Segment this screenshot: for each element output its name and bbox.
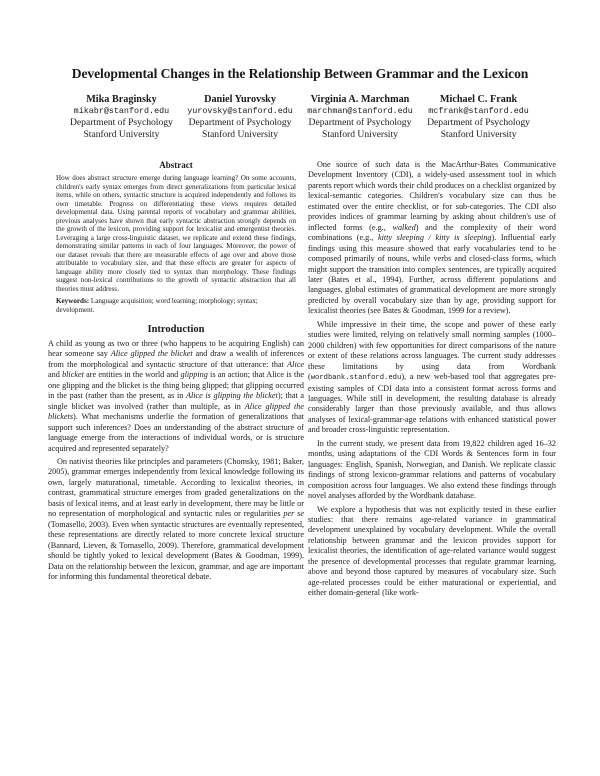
right-column: [308, 160, 556, 602]
author-list: [70, 94, 530, 140]
author-name: Daniel Yurovsky: [204, 94, 276, 105]
author-department: Department of Psychology: [188, 117, 292, 129]
intro-paragraph-1: A child as young as two or three (who happens to be acquiring English) can hear someone say Alice glipped the blicket and draw a wealth of inferences from the morphological and syntactic structure of that utterance: that Alice and blicket are entities in the world and glipping is an action; that Alice is the one glipping and the blicket is the thing being glipped; that glipping occurred in the past (rather than the present, as in Alice is glipping the blicket); that a single blicket was involved (rather than multiple, as in Alice glipped the blickets). What mechanisms underlie the formation of generalizations that support such inferences? Does an understanding of the abstract structure of language emerge from the interactions of individual words, or is structure acquired and represented separately?: [48, 339, 305, 453]
author-department: Department of Psychology: [308, 117, 412, 129]
keywords-text: Language acquisition; word learning; morphology; syntax; development.: [56, 297, 258, 314]
keywords-label: Keywords:: [56, 297, 90, 305]
abstract-text: How does abstract structure emerge during language learning? On some accounts, children's early syntax emerges from direct generalizations from particular lexical items, while on others, syntactic structure is acquired independently and follows its own timetable. Progress on differentiating these views requires detailed developmental data. Using parental reports of vocabulary and grammar abilities, previous analyses have shown that early syntactic abstraction strongly depends on the growth of the lexicon, providing support for lexicalist and emergentist theories. Leveraging a large cross-linguistic dataset, we replicate and extend these findings, demonstrating similar patterns in each of four languages. Moreover, the power of our dataset reveals that there are measurable effects of age over and above those attributable to vocabulary size, and that these effects are greater for aspects of language ability more closely tied to syntax than morphology. These findings suggest non-lexical contributions to the growth of syntactic abstraction that all theories must address.: [56, 174, 296, 293]
paper-title: Developmental Changes in the Relationship Between Grammar and the Lexicon: [71, 66, 529, 81]
author-email: mikabr@stanford.edu: [73, 105, 170, 116]
right-paragraph-1: One source of such data is the MacArthur-Bates Communicative Development Inventory (CDI), a widely-used assessment tool in which parents report which words their child produces on a checklist organized by lexical-semantic categories. Children's vocabulary size can thus be estimated over the entire checklist, or for sub-categories. The CDI also provides indices of grammar learning by asking about children's use of inflected forms (e.g., walked) and the complexity of their word combinations (e.g., kitty sleeping / kitty is sleeping). Influential early findings using this measure showed that early vocabularies tend to be composed primarily of nouns, while verbs and closed-class forms, which might support the transition into complex sentences, are typically acquired later (Bates et al., 1994). Further, across different populations and languages, global estimates of grammatical development are more strongly predicted by overall vocabulary size than by age, providing support for lexicalist theories (see Bates & Goodman, 1999 for a review).: [308, 160, 556, 316]
author-university: Stanford University: [440, 128, 517, 140]
author-block: [427, 94, 530, 140]
left-column: [48, 160, 304, 585]
author-email: mcfrank@stanford.edu: [428, 105, 529, 116]
author-email: marchman@stanford.edu: [307, 105, 413, 116]
author-block: [307, 94, 413, 140]
wordbank-url: wordbank.stanford.edu: [310, 374, 402, 383]
author-department: Department of Psychology: [427, 117, 530, 129]
intro-paragraph-2: On nativist theories like principles and parameters (Chomsky, 1981; Baker, 2005), grammar emerges independently from lexical knowledge following its own, largely maturational, timetable. According to lexicalist theories, in contrast, grammatical structure emerges from graded generalizations on the basis of lexical items, and at least early in development, there may be little or no representation of morphological and syntactic rules or regularities per se (Tomasello, 2003). Even when syntactic structures are eventually represented, these representations are directly related to more concrete lexical structure (Bannard, Lieven, & Tomasello, 2009). Therefore, grammatical development should be tightly yoked to lexical development (Bates & Goodman, 1999). Data on the relationship between the lexicon, grammar, and age are important for informing this fundamental theoretical debate.: [48, 456, 305, 581]
author-email: yurovsky@stanford.edu: [187, 105, 293, 116]
author-block: [70, 94, 173, 140]
author-university: Stanford University: [202, 128, 278, 140]
author-name: Mika Braginsky: [86, 94, 157, 105]
keywords: [56, 297, 296, 314]
author-block: [187, 94, 293, 140]
author-university: Stanford University: [321, 128, 398, 140]
introduction-heading: Introduction: [147, 324, 205, 335]
right-paragraph-2: While impressive in their time, the scope and power of these early studies were limited, relying on relatively small norming samples (1000–2000 children) with few opportunities for direct comparisons of the nature or extent of these relations across languages. The current study addresses these limitations by using data from Wordbank (wordbank.stanford.edu), a new web-based tool that aggregates pre-existing samples of CDI data into a consistent format across forms and languages. While still in development, the resulting database is already considerably larger than those previously available, and thus allows analyses of lexical-grammar-age relations with enhanced statistical power and broader cross-linguistic representation.: [308, 319, 556, 435]
author-university: Stanford University: [83, 128, 160, 140]
right-paragraph-4: We explore a hypothesis that was not explicitly tested in these earlier studies: that there remains age-related variance in grammatical development unexplained by vocabulary development. While the overall relationship between grammar and the lexicon provides support for lexicalist theories, the identification of age-related variance would suggest the presence of developmental processes that regulate grammar learning, above and beyond those captured by measures of vocabulary size. Such age-related processes could be either maturational or experiential, and either domain-general (like work-: [308, 504, 556, 598]
abstract-heading: Abstract: [159, 160, 193, 170]
author-name: Virginia A. Marchman: [310, 94, 410, 105]
author-name: Michael C. Frank: [439, 94, 518, 105]
right-paragraph-3: In the current study, we present data from 19,822 children aged 16–32 months, using adaptations of the CDI Words & Sentences form in four languages: English, Spanish, Norwegian, and Danish. We replicate classic findings of strong lexicon-grammar relations and patterns of vocabulary composition across four languages. We also extend these findings through novel analyses afforded by the Wordbank database.: [308, 438, 556, 501]
author-department: Department of Psychology: [70, 117, 173, 129]
